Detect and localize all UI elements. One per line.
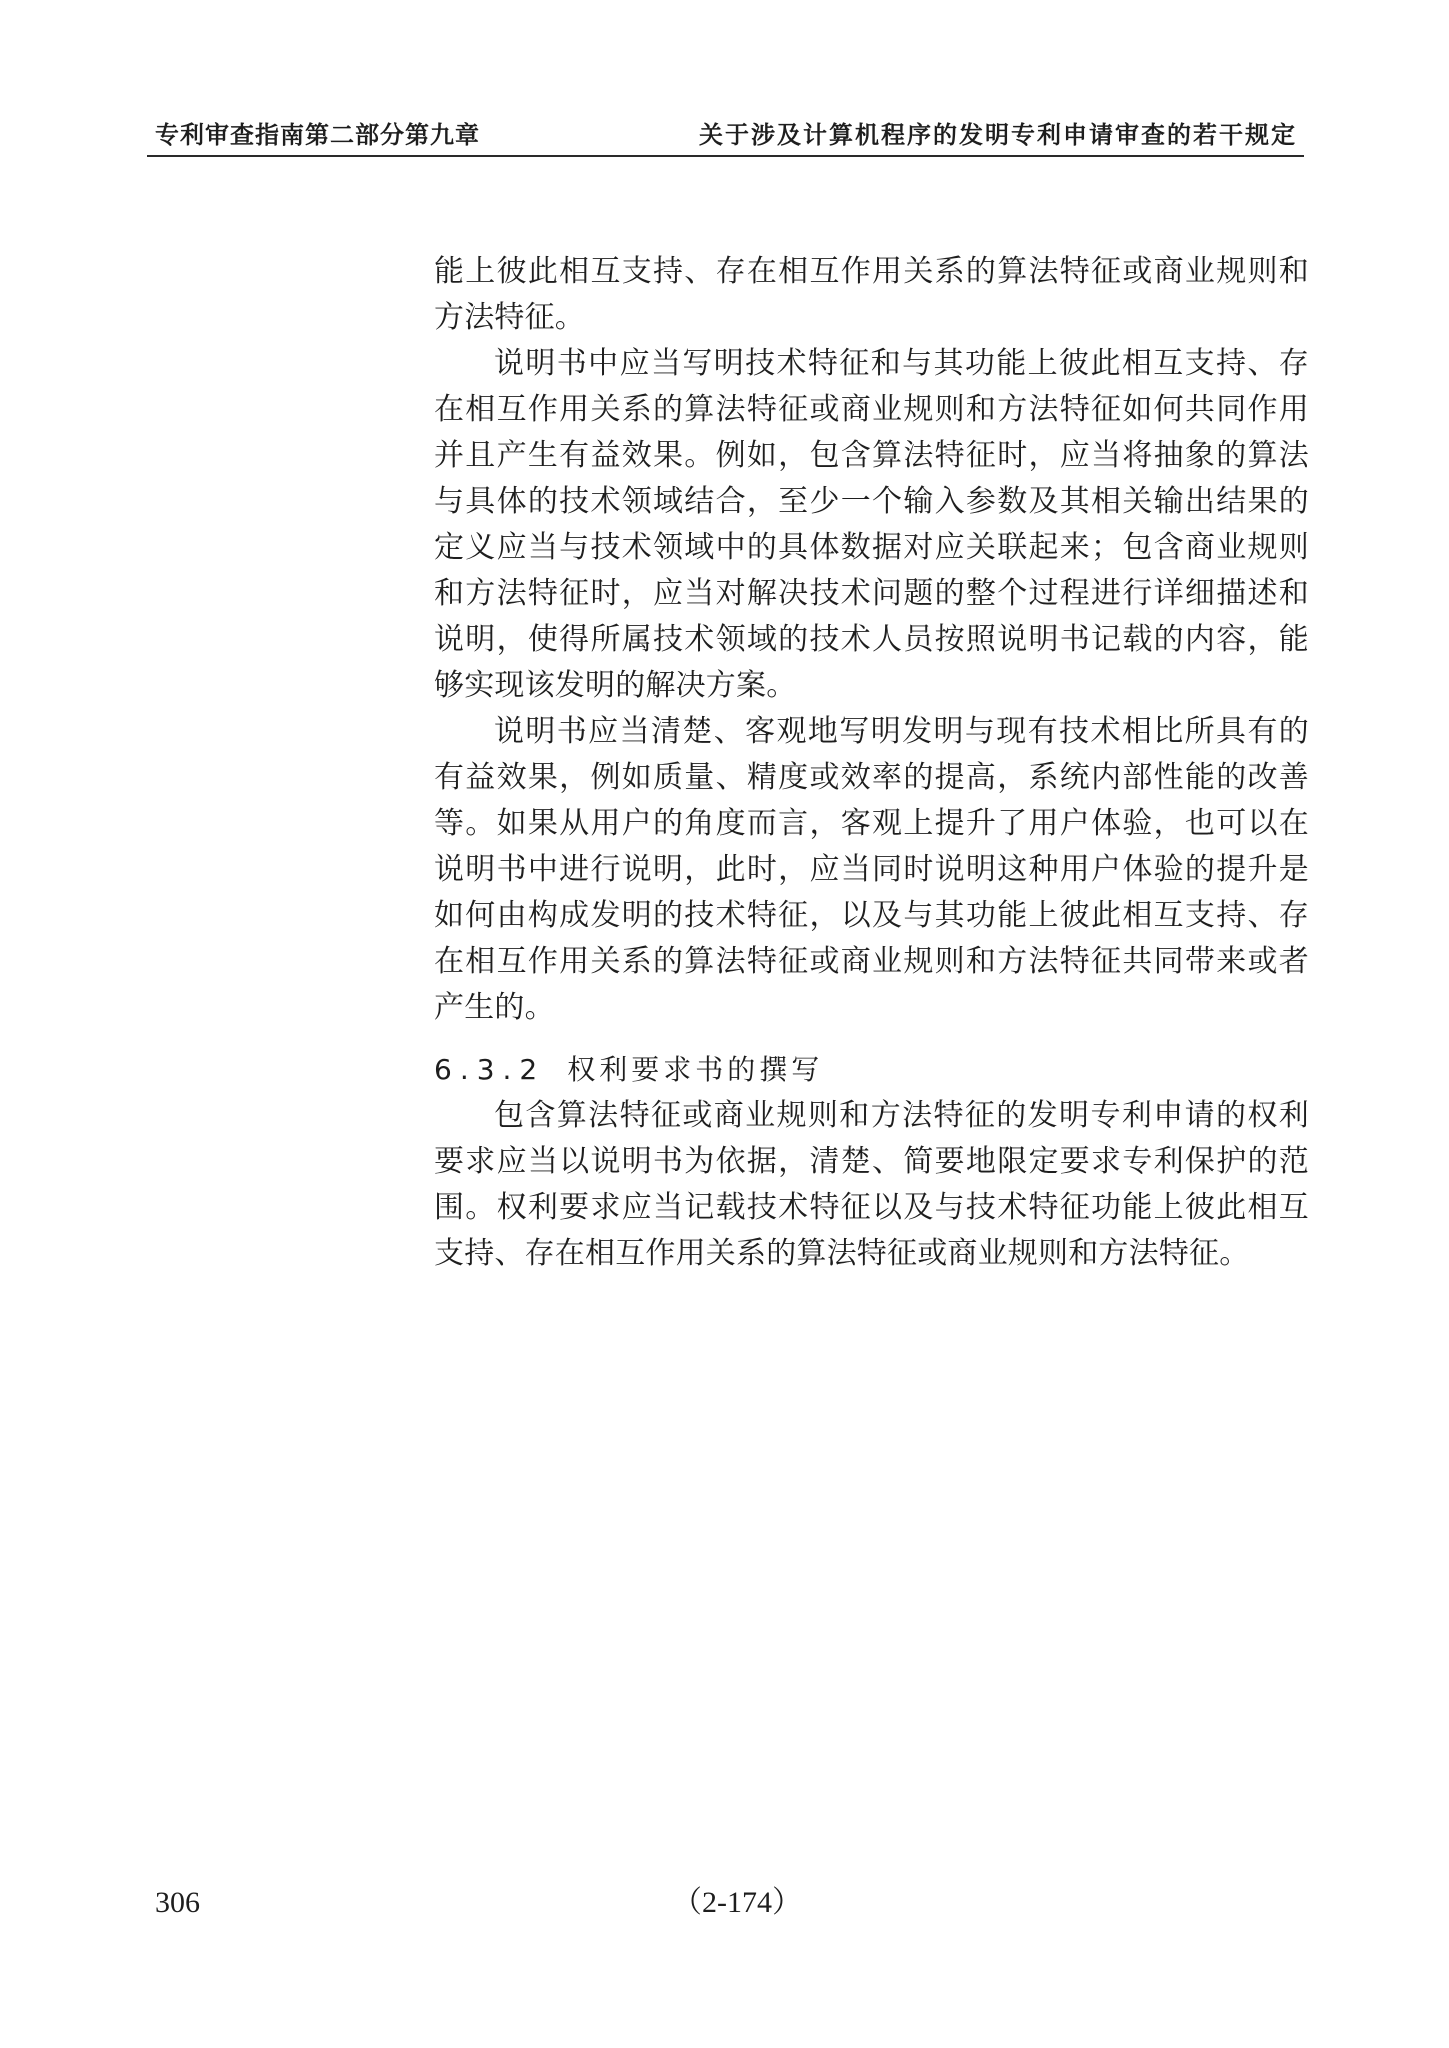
page-header (0, 0, 1449, 160)
page-code: （2-174） (672, 1886, 802, 1919)
header-rule (147, 155, 1304, 157)
body-text (434, 249, 1309, 1277)
page-number: 306 (155, 1886, 200, 1919)
header-section-title: 关于涉及计算机程序的发明专利申请审查的若干规定 (699, 121, 1297, 149)
paragraph-claims: 包含算法特征或商业规则和方法特征的发明专利申请的权利要求应当以说明书为依据，清楚、简要地限定要求专利保护的范围。权利要求应当记载技术特征以及与技术特征功能上彼此相互支持、存在相互作用关系的算法特征或商业规则和方法特征。 (434, 1098, 1309, 1271)
paragraph-technical-effect: 说明书中应当写明技术特征和与其功能上彼此相互支持、存在相互作用关系的算法特征或商业规则和方法特征如何共同作用并且产生有益效果。例如，包含算法特征时，应当将抽象的算法与具体的技术领域结合，至少一个输入参数及其相关输出结果的定义应当与技术领域中的具体数据对应关联起来；包含商业规则和方法特征时，应当对解决技术问题的整个过程进行详细描述和说明，使得所属技术领域的技术人员按照说明书记载的内容，能够实现该发明的解决方案。 (434, 346, 1309, 703)
section-number: 6.3.2 (434, 1053, 546, 1086)
section-title: 权利要求书的撰写 (567, 1053, 824, 1086)
header-chapter-title: 专利审查指南第二部分第九章 (155, 121, 480, 149)
paragraph-continuation: 能上彼此相互支持、存在相互作用关系的算法特征或商业规则和方法特征。 (434, 254, 1309, 335)
section-heading (434, 1047, 1309, 1093)
paragraph-beneficial-effects: 说明书应当清楚、客观地写明发明与现有技术相比所具有的有益效果，例如质量、精度或效率的提高，系统内部性能的改善等。如果从用户的角度而言，客观上提升了用户体验，也可以在说明书中进行说明，此时，应当同时说明这种用户体验的提升是如何由构成发明的技术特征，以及与其功能上彼此相互支持、存在相互作用关系的算法特征或商业规则和方法特征共同带来或者产生的。 (434, 714, 1309, 1025)
